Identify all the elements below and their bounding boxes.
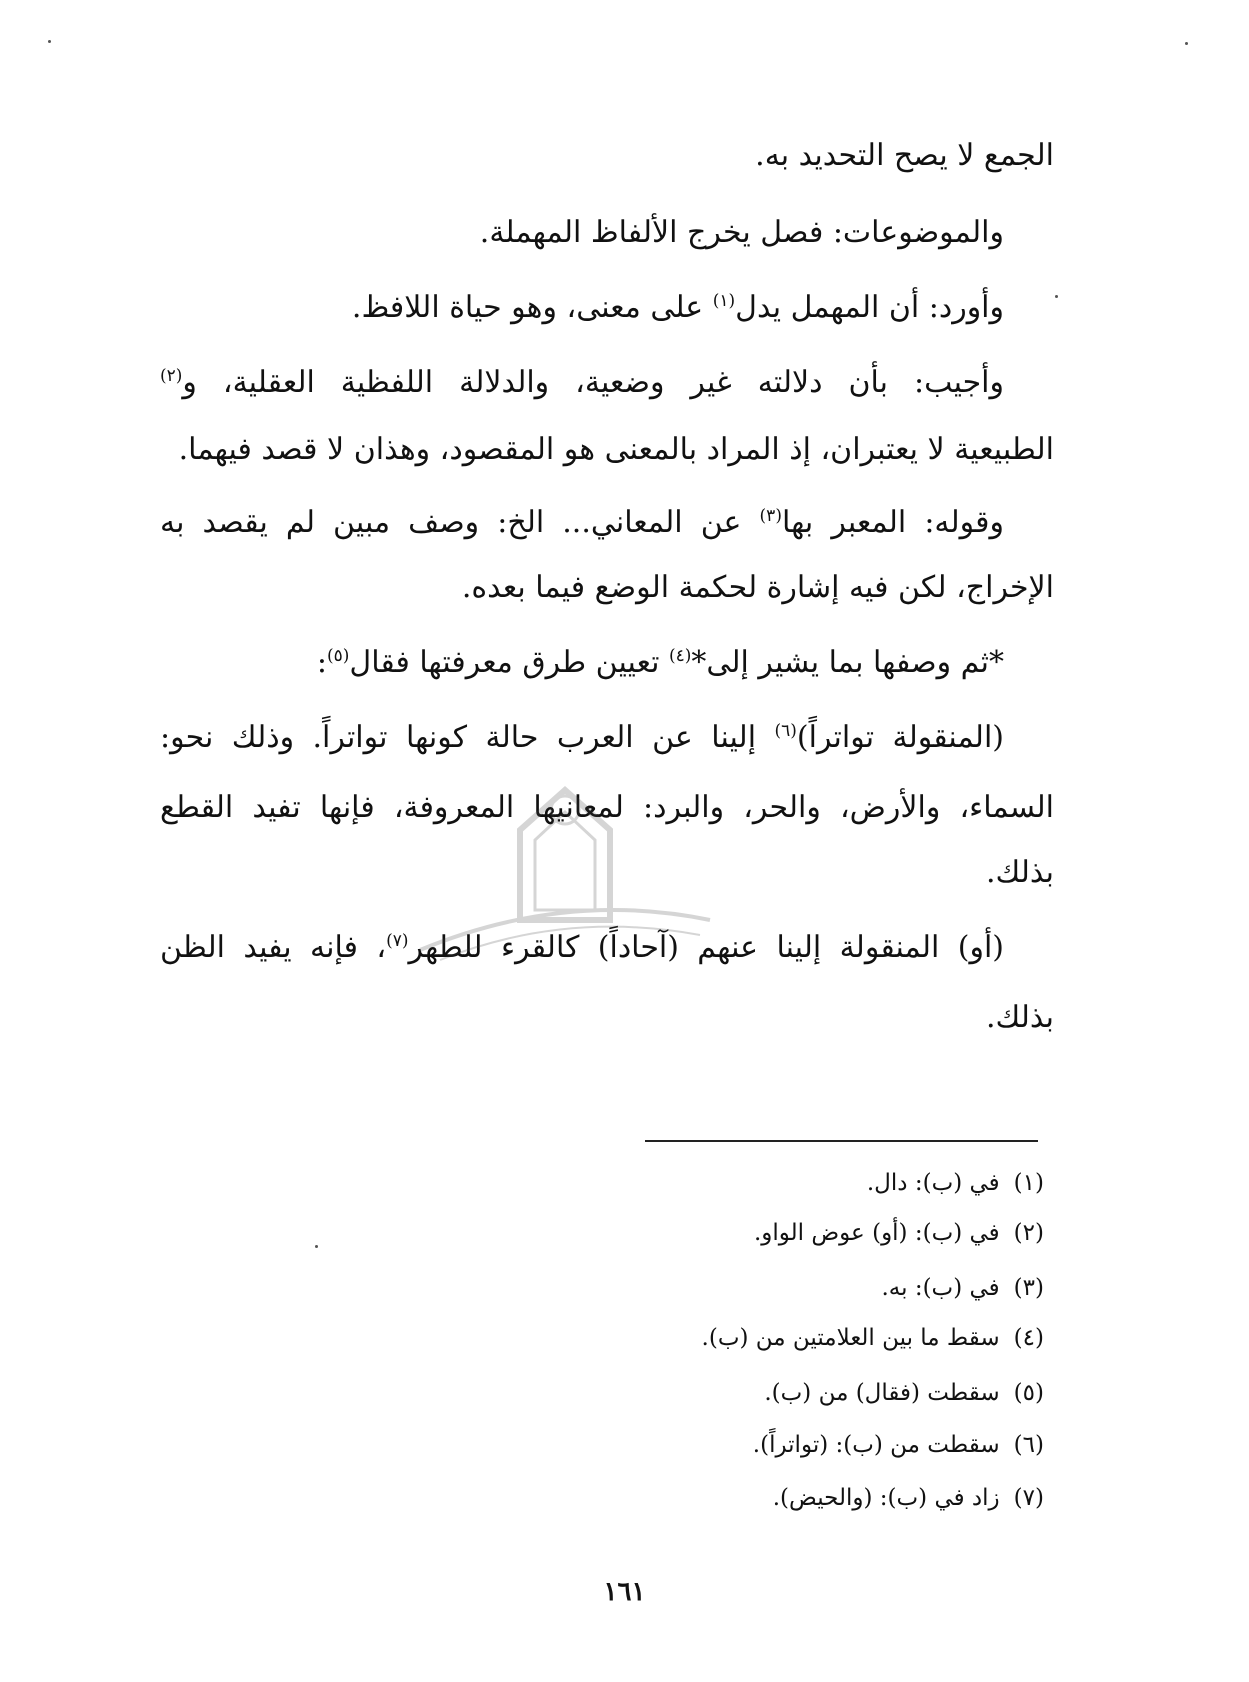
footnote-ref-6: (٦) <box>774 721 797 741</box>
text-line-6 <box>160 505 1004 540</box>
line-13-text: بذلك. <box>985 1000 1054 1035</box>
text-line-10 <box>160 790 1054 825</box>
text-line-2 <box>160 215 1004 250</box>
footnote-3-text: في (ب): به. <box>881 1275 1000 1301</box>
line-11-text: بذلك. <box>985 855 1054 890</box>
scan-speck <box>48 40 51 43</box>
text-line-5 <box>160 432 1054 467</box>
text-line-8 <box>160 645 1004 680</box>
text-line-11 <box>160 855 1054 890</box>
line-12-text-a: (أو) المنقولة إلينا عنهم (آحاداً) كالقرء للطهر <box>408 930 1004 965</box>
line-1-text: الجمع لا يصح التحديد به. <box>755 138 1054 173</box>
text-line-9 <box>160 720 1004 755</box>
line-9-text-a: (المنقولة تواتراً) <box>796 720 1004 755</box>
line-9-text-b: إلينا عن العرب حالة كونها تواتراً. وذلك نحو: <box>160 720 757 755</box>
scan-speck <box>315 1245 318 1248</box>
footnote-4-number: (٤) <box>1013 1325 1044 1351</box>
page-number: ١٦١ <box>603 1577 646 1607</box>
footnote-separator <box>645 1140 1038 1142</box>
scan-speck <box>1185 42 1188 45</box>
line-5-text: الطبيعية لا يعتبران، إذ المراد بالمعنى هو المقصود، وهذان لا قصد فيهما. <box>178 432 1054 467</box>
footnote-6-number: (٦) <box>1013 1432 1044 1458</box>
footnote-1-text: في (ب): دال. <box>866 1170 1000 1196</box>
footnote-5-number: (٥) <box>1013 1380 1044 1406</box>
text-line-3 <box>160 290 1004 325</box>
footnote-2 <box>754 1220 1044 1246</box>
line-6-text-b: عن المعاني... الخ: وصف مبين لم يقصد به <box>160 505 742 540</box>
scan-speck <box>1055 295 1058 298</box>
footnote-7 <box>773 1485 1044 1511</box>
footnote-7-text: زاد في (ب): (والحيض). <box>772 1485 1000 1511</box>
footnote-6-text: سقطت من (ب): (تواتراً). <box>752 1432 1000 1458</box>
line-10-text: السماء، والأرض، والحر، والبرد: لمعانيها المعروفة، فإنها تفيد القطع <box>160 790 1054 825</box>
footnote-6 <box>753 1432 1044 1458</box>
text-line-13 <box>160 1000 1054 1035</box>
footnote-1-number: (١) <box>1013 1170 1044 1196</box>
footnote-ref-1: (١) <box>712 291 736 311</box>
line-3-text-a: وأورد: أن المهمل يدل <box>735 290 1004 325</box>
footnote-3 <box>881 1275 1044 1301</box>
footnote-7-number: (٧) <box>1013 1485 1044 1511</box>
footnote-5-text: سقطت (فقال) من (ب). <box>764 1380 1000 1406</box>
footnote-4-text: سقط ما بين العلامتين من (ب). <box>701 1325 1000 1351</box>
line-2-text: والموضوعات: فصل يخرج الألفاظ المهملة. <box>479 215 1004 250</box>
footnote-4 <box>702 1325 1044 1351</box>
line-8-text-b: تعيين طرق معرفتها فقال <box>349 645 660 680</box>
text-line-12 <box>160 930 1004 965</box>
footnote-3-number: (٣) <box>1013 1275 1044 1301</box>
footnote-ref-5: (٥) <box>327 646 350 666</box>
line-12-text-b: ، فإنه يفيد الظن <box>160 930 387 965</box>
footnote-2-number: (٢) <box>1013 1220 1044 1246</box>
footnote-ref-7: (٧) <box>386 931 409 951</box>
line-8-text-c: : <box>316 645 327 680</box>
line-3-text-b: على معنى، وهو حياة اللافظ. <box>351 290 704 325</box>
text-line-1 <box>160 138 1054 173</box>
footnote-2-text: في (ب): (أو) عوض الواو. <box>753 1220 1000 1246</box>
footnote-ref-4: (٤) <box>668 646 692 666</box>
footnote-5 <box>764 1380 1044 1406</box>
text-line-4 <box>160 365 1004 400</box>
line-7-text: الإخراج، لكن فيه إشارة لحكمة الوضع فيما بعده. <box>461 570 1054 605</box>
line-8-text-a: *ثم وصفها بما يشير إلى* <box>691 645 1004 680</box>
text-line-7 <box>160 570 1054 605</box>
line-6-text-a: وقوله: المعبر بها <box>781 505 1004 540</box>
line-4-text: وأجيب: بأن دلالته غير وضعية، والدلالة اللفظية العقلية، و <box>182 365 1004 400</box>
footnote-ref-3: (٣) <box>759 506 782 526</box>
footnote-ref-2: (٢) <box>160 366 183 386</box>
footnote-1 <box>867 1170 1044 1196</box>
